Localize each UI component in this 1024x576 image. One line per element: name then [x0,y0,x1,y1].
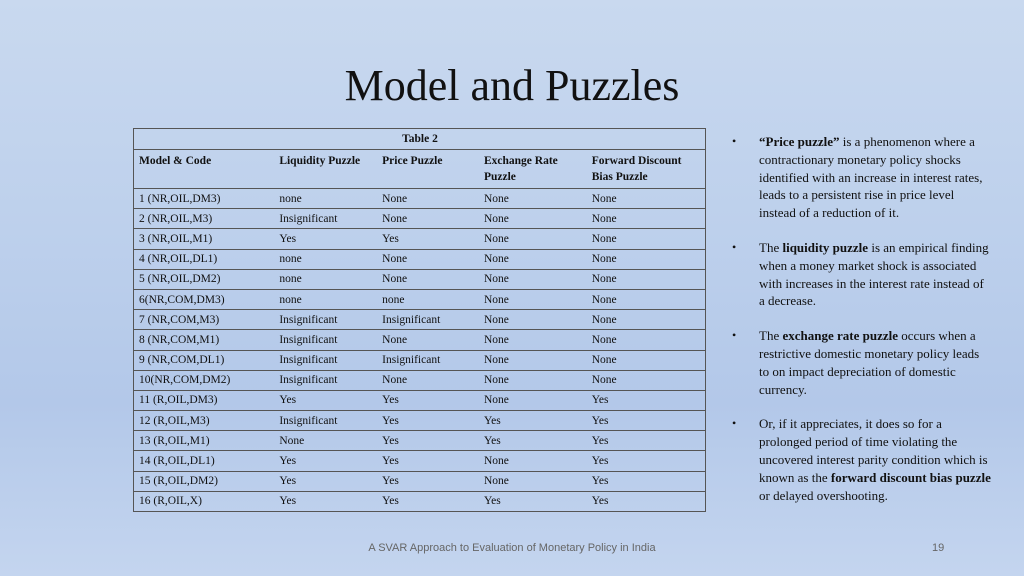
table-header-row [134,150,706,189]
header-model-code: Model & Code [134,150,275,189]
table-cell: Yes [587,390,706,410]
table-cell: Yes [377,229,479,249]
table-cell: Yes [479,491,587,511]
table-cell: Yes [274,451,377,471]
table-row [134,431,706,451]
table-cell: None [377,249,479,269]
header-exchange-rate-puzzle: Exchange Rate Puzzle [479,150,587,189]
table-cell: Yes [587,431,706,451]
table-cell: None [377,370,479,390]
table-cell: Yes [479,431,587,451]
table-row [134,451,706,471]
bullet-item [730,415,992,504]
bullet-list [730,133,992,521]
table-cell: 1 (NR,OIL,DM3) [134,189,275,209]
table-cell: Yes [587,471,706,491]
table-cell: Yes [274,229,377,249]
table-cell: 10(NR,COM,DM2) [134,370,275,390]
table-cell: Yes [377,491,479,511]
bullet-item [730,133,992,222]
table-cell: Yes [587,451,706,471]
table-cell: None [377,209,479,229]
bullet-text: The [759,328,783,344]
table-cell: Yes [377,471,479,491]
table-cell: 13 (R,OIL,M1) [134,431,275,451]
table-cell: none [274,249,377,269]
table-cell: 3 (NR,OIL,M1) [134,229,275,249]
table-cell: Yes [274,491,377,511]
table-cell: 12 (R,OIL,M3) [134,411,275,431]
table-cell: 7 (NR,COM,M3) [134,310,275,330]
header-liquidity-puzzle: Liquidity Puzzle [274,150,377,189]
table-cell: Insignificant [274,370,377,390]
slide-title: Model and Puzzles [344,61,680,110]
bullet-dot-icon: • [732,134,737,148]
table-cell: None [587,310,706,330]
bullet-dot-icon: • [732,416,737,431]
table-cell: Insignificant [274,350,377,370]
bullet-text: The [759,239,783,255]
table-row [134,471,706,491]
table-cell: None [479,249,587,269]
table-row [134,269,706,289]
table-cell: None [479,269,587,289]
bullet-dot-icon: • [732,328,737,343]
table-row [134,350,706,370]
bullet-text: occurs when a restrictive domestic monetary policy leads to on impact depreciation of domestic currency. [759,328,980,397]
slide-footer: A SVAR Approach to Evaluation of Monetary Policy in India [368,542,656,554]
table-cell: None [587,209,706,229]
table-cell: None [587,249,706,269]
table-cell: 11 (R,OIL,DM3) [134,390,275,410]
bullet-item [730,239,992,310]
table-cell: Yes [377,431,479,451]
table-cell: None [479,209,587,229]
bullet-text: is a phenomenon where a contractionary monetary policy shocks identified with an increase in interest rates, leads to a persistent rise in price level instead of a reduction of it. [759,134,983,221]
table-cell: Insignificant [274,411,377,431]
table-cell: None [479,310,587,330]
table-cell: None [587,350,706,370]
table-cell: None [377,269,479,289]
bullet-text: is an empirical finding when a money market shock is associated with increases in the interest rate instead of a decrease. [759,239,989,309]
table-row [134,390,706,410]
header-price-puzzle: Price Puzzle [377,150,479,189]
table-cell: Yes [377,411,479,431]
table-caption: Table 2 [134,129,706,150]
table-cell: 4 (NR,OIL,DL1) [134,249,275,269]
table-cell: None [479,189,587,209]
table-cell: None [587,269,706,289]
table-cell: None [587,229,706,249]
table-cell: Insignificant [377,350,479,370]
table-cell: None [587,189,706,209]
table-row [134,189,706,209]
table-cell: None [587,370,706,390]
table-cell: none [274,269,377,289]
table-cell: 5 (NR,OIL,DM2) [134,269,275,289]
bullet-item [730,327,992,398]
table-cell: 14 (R,OIL,DL1) [134,451,275,471]
table-cell: None [479,330,587,350]
table-row [134,411,706,431]
table-cell: Yes [377,390,479,410]
table-row [134,289,706,309]
table-cell: Yes [377,451,479,471]
table-cell: none [274,189,377,209]
table-cell: None [479,370,587,390]
bullet-term: exchange rate puzzle [782,328,898,344]
table-caption-row [134,129,706,150]
table-cell: None [587,330,706,350]
bullet-text: or delayed overshooting. [759,487,888,503]
table-cell: 8 (NR,COM,M1) [134,330,275,350]
page-number: 19 [932,542,945,554]
puzzles-table [133,128,706,512]
table-cell: None [479,390,587,410]
table-cell: None [479,289,587,309]
table-row [134,330,706,350]
table-cell: Yes [274,471,377,491]
table-row [134,229,706,249]
table-cell: None [479,451,587,471]
header-forward-discount-bias-puzzle: Forward Discount Bias Puzzle [587,150,706,189]
table-cell: 16 (R,OIL,X) [134,491,275,511]
table-cell: None [587,289,706,309]
table-cell: None [377,189,479,209]
table-cell: Yes [587,491,706,511]
table-cell: 6(NR,COM,DM3) [134,289,275,309]
table-row [134,370,706,390]
table-cell: Yes [479,411,587,431]
table-cell: Yes [587,411,706,431]
table-cell: Insignificant [274,310,377,330]
table-cell: Insignificant [377,310,479,330]
table-cell: none [274,289,377,309]
table-row [134,209,706,229]
table-cell: None [479,471,587,491]
table-cell: Insignificant [274,209,377,229]
table-cell: None [479,229,587,249]
table-cell: None [377,330,479,350]
table-cell: None [274,431,377,451]
table-body [134,189,706,512]
table-cell: None [479,350,587,370]
bullet-text: Or, if it appreciates, it does so for a prolonged period of time violating the uncovered interest parity condition which is known as the [759,416,988,485]
table-cell: Insignificant [274,330,377,350]
table-cell: Yes [274,390,377,410]
table-row [134,249,706,269]
bullet-term: liquidity puzzle [782,239,869,255]
table-cell: 2 (NR,OIL,M3) [134,209,275,229]
table-row [134,491,706,511]
bullet-term: forward discount bias puzzle [830,469,991,485]
table-cell: 9 (NR,COM,DL1) [134,350,275,370]
table-row [134,310,706,330]
bullet-term: “Price puzzle” [759,134,840,149]
table-cell: none [377,289,479,309]
table-cell: 15 (R,OIL,DM2) [134,471,275,491]
bullet-dot-icon: • [732,239,737,254]
